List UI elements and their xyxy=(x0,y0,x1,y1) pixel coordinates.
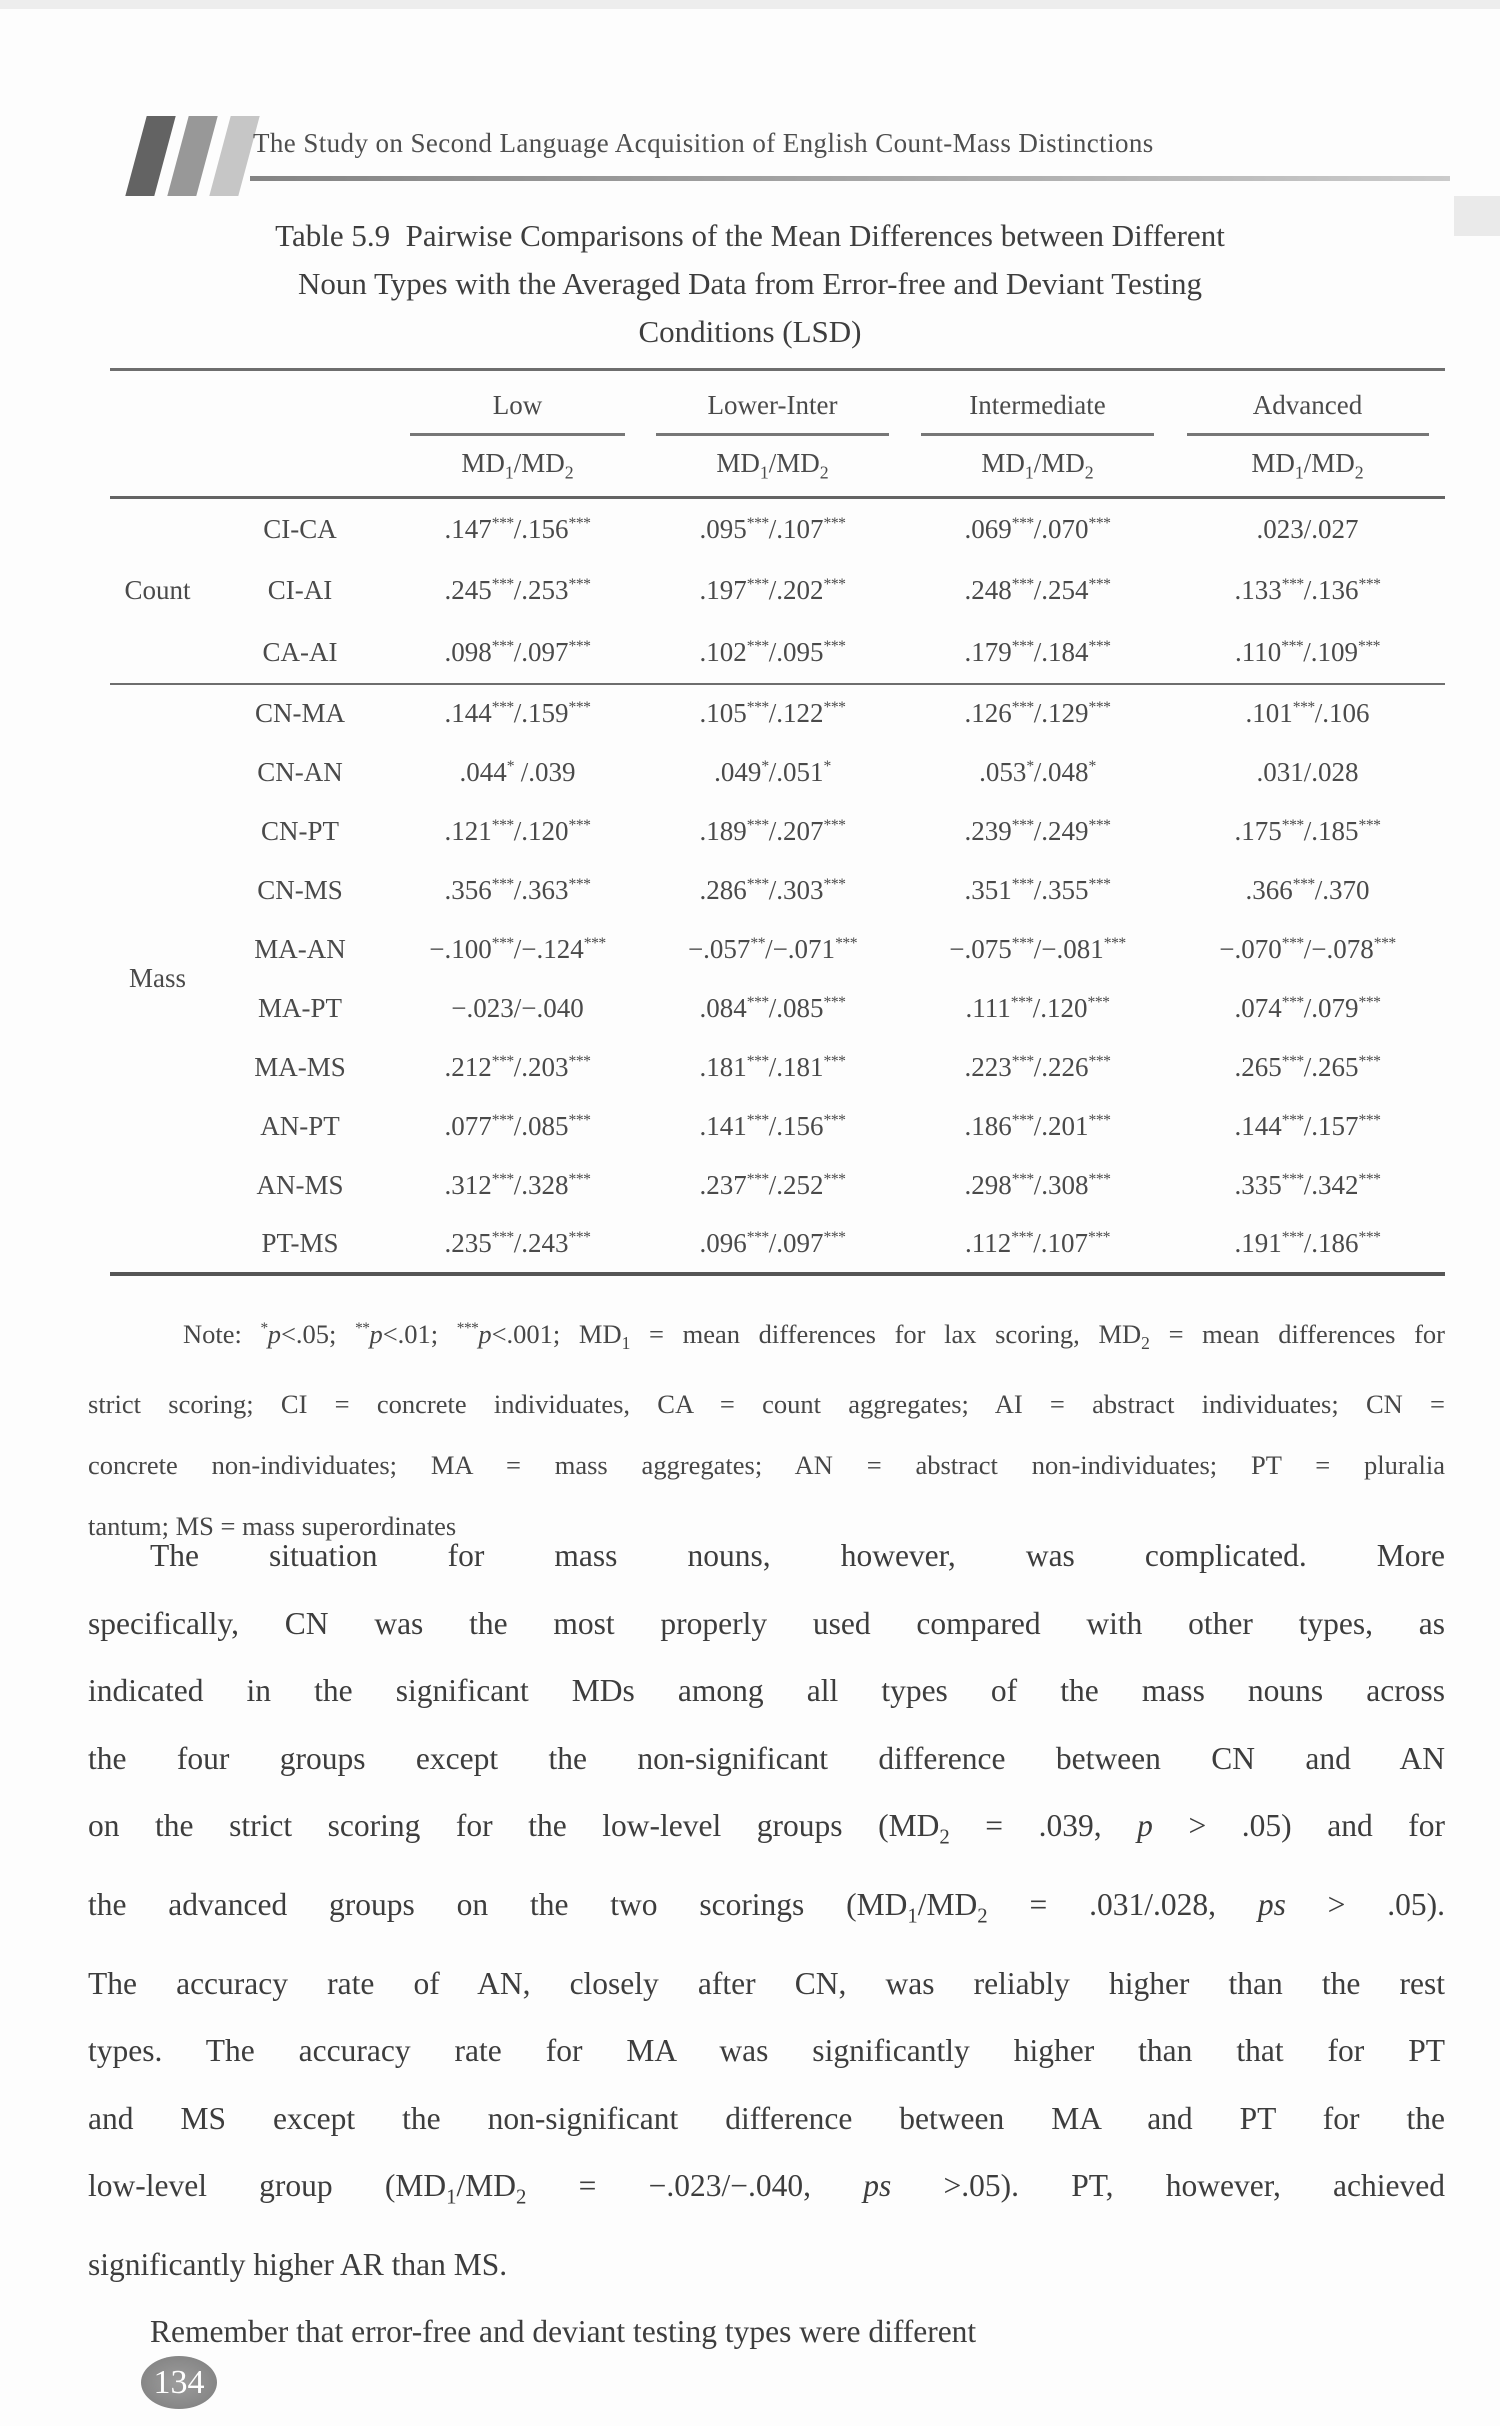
text-line: Note: *p<.05; **p<.01; ***p<.001; $MD_1$ = mean differences for lax scoring, $MD_2$ = mean differences for xyxy=(183,1318,1445,1354)
value-cell: .239***/.249*** xyxy=(964,815,1111,846)
value-cell: .223***/.226*** xyxy=(964,1051,1111,1082)
pair-label: MA-AN xyxy=(254,933,346,964)
table-row xyxy=(110,979,1445,1038)
text-line: tantum; MS = mass superordinates xyxy=(88,1511,457,1542)
value-cell: −.100***/−.124*** xyxy=(429,933,606,964)
column-header-advanced: Advanced xyxy=(1187,390,1429,436)
value-cell: .235***/.243*** xyxy=(444,1227,591,1258)
text-line: Remember that error-free and deviant testing types were different xyxy=(150,2314,977,2350)
body-text xyxy=(88,1522,1445,2366)
scan-edge-strip xyxy=(0,0,1500,9)
value-cell: .197***/.202*** xyxy=(699,575,846,605)
table-row xyxy=(110,498,1445,560)
value-cell: .126***/.129*** xyxy=(964,698,1111,728)
column-header-intermediate: Intermediate xyxy=(921,390,1154,436)
value-cell: .133***/.136*** xyxy=(1234,575,1381,605)
text-line: significantly higher AR than MS. xyxy=(88,2246,508,2282)
value-cell: .312***/.328*** xyxy=(444,1169,591,1200)
table-row xyxy=(110,622,1445,684)
value-cell: .286***/.303*** xyxy=(699,874,846,905)
value-cell: .179***/.184*** xyxy=(905,622,1170,684)
text-line: indicated in the significant MDs among all types of the mass nouns across xyxy=(88,1673,1445,1708)
logo-stripe-dark xyxy=(125,116,175,196)
pair-label: CN-MS xyxy=(257,874,343,905)
value-cell: .191***/.186*** xyxy=(1234,1227,1381,1258)
table-row xyxy=(110,1156,1445,1215)
value-cell: .144***/.159*** xyxy=(444,698,591,728)
value-cell: .095***/.107*** xyxy=(699,513,846,544)
value-cell: .105***/.122*** xyxy=(699,698,846,728)
value-cell: .186***/.201*** xyxy=(964,1110,1111,1141)
group-label: Mass xyxy=(128,962,186,993)
pair-label: MA-MS xyxy=(254,1051,346,1082)
text-line: specifically, CN was the most properly used compared with other types, as xyxy=(88,1605,1445,1641)
value-cell: .175***/.185*** xyxy=(1234,815,1381,846)
value-cell: −.023/−.040 xyxy=(451,992,584,1023)
value-cell: .101***/.106 xyxy=(1245,698,1370,728)
value-cell: .121***/.120*** xyxy=(444,815,591,846)
value-cell: .237***/.252*** xyxy=(699,1169,846,1200)
table-caption-line: Conditions (LSD) xyxy=(638,314,862,349)
table-row xyxy=(110,743,1445,802)
text-line: concrete non-individuates; MA = mass aggregates; AN = abstract non-individuates; PT = pluralia xyxy=(88,1450,1445,1481)
table-caption xyxy=(0,212,1500,356)
pair-label: MA-PT xyxy=(257,992,342,1023)
pair-label: CI-CA xyxy=(263,513,337,544)
table-caption-line: Table 5.9 Pairwise Comparisons of the Mean Differences between Different xyxy=(275,218,1225,253)
value-cell: .074***/.079*** xyxy=(1234,992,1381,1023)
value-cell: .084***/.085*** xyxy=(699,992,846,1023)
pair-label: CI-AI xyxy=(267,575,333,605)
text-line: on the strict scoring for the low-level groups ($MD_2 = .039$, p > .05) and for xyxy=(88,1808,1445,1849)
subheader-md: $MD_1/MD_2$ xyxy=(1251,448,1364,483)
value-cell: .112***/.107*** xyxy=(965,1227,1110,1258)
page-number: 134 xyxy=(153,2363,205,2401)
table-row xyxy=(110,1215,1445,1274)
pair-label: CN-AN xyxy=(257,756,343,787)
table-subheader-row xyxy=(110,436,1445,498)
table-row xyxy=(110,684,1445,743)
header-rule xyxy=(250,176,1450,181)
table-row xyxy=(110,802,1445,861)
value-cell: .023/.027 xyxy=(1256,513,1359,544)
table-row xyxy=(110,861,1445,920)
table-row xyxy=(110,560,1445,622)
text-line: the four groups except the non-significant difference between CN and AN xyxy=(88,1740,1445,1776)
page-number-badge xyxy=(141,2356,217,2409)
value-cell: .351***/.355*** xyxy=(964,874,1111,905)
subheader-md: $MD_1/MD_2$ xyxy=(981,448,1094,483)
running-header-title: The Study on Second Language Acquisition of English Count-Mass Distinctions xyxy=(253,128,1154,158)
subheader-md: $MD_1/MD_2$ xyxy=(461,448,574,483)
value-cell: .111***/.120*** xyxy=(965,992,1110,1023)
table-caption-line: Noun Types with the Averaged Data from Error-free and Deviant Testing xyxy=(297,266,1203,301)
value-cell: .147***/.156*** xyxy=(444,513,591,544)
subheader-md: $MD_1/MD_2$ xyxy=(716,448,829,483)
value-cell: .053*/.048* xyxy=(979,756,1096,787)
column-header-low: Low xyxy=(410,390,626,436)
value-cell: −.070***/−.078*** xyxy=(1219,933,1396,964)
pair-label: CA-AI xyxy=(205,622,395,684)
value-cell: .189***/.207*** xyxy=(699,815,846,846)
value-cell: .356***/.363*** xyxy=(444,874,591,905)
value-cell: .366***/.370 xyxy=(1245,874,1370,905)
pair-label: PT-MS xyxy=(261,1227,339,1258)
value-cell: .298***/.308*** xyxy=(964,1169,1111,1200)
text-line: types. The accuracy rate for MA was significantly higher than that for PT xyxy=(88,2033,1445,2069)
pairwise-comparison-table xyxy=(110,368,1445,1276)
value-cell: .141***/.156*** xyxy=(699,1110,846,1141)
value-cell: .031/.028 xyxy=(1256,756,1359,787)
group-label: Count xyxy=(110,498,205,684)
table-note xyxy=(88,1298,1445,1557)
stub-subheader xyxy=(110,436,395,498)
value-cell: .069***/.070*** xyxy=(964,513,1111,544)
text-line: strict scoring; CI = concrete individuates, CA = count aggregates; AI = abstract individuates; CN = xyxy=(88,1389,1445,1420)
table-row xyxy=(110,1097,1445,1156)
value-cell: .096***/.097*** xyxy=(699,1227,846,1258)
paragraph xyxy=(88,1522,1445,2298)
paragraph xyxy=(88,2298,1445,2366)
column-header-lower-inter: Lower-Inter xyxy=(656,390,889,436)
value-cell: .248***/.254*** xyxy=(964,575,1111,605)
value-cell: .335***/.342*** xyxy=(1234,1169,1381,1200)
table-header-row xyxy=(110,370,1445,436)
value-cell: .212***/.203*** xyxy=(444,1051,591,1082)
text-line: The situation for mass nouns, however, was complicated. More xyxy=(150,1538,1445,1573)
value-cell: −.057**/−.071*** xyxy=(687,933,858,964)
value-cell: −.075***/−.081*** xyxy=(949,933,1126,964)
chapter-logo xyxy=(125,116,259,196)
pair-label: AN-PT xyxy=(260,1110,340,1141)
value-cell: .098***/.097*** xyxy=(395,622,640,684)
value-cell: .265***/.265*** xyxy=(1234,1051,1381,1082)
value-cell: .044* /.039 xyxy=(459,756,576,787)
value-cell: .110***/.109*** xyxy=(1170,622,1445,684)
pair-label: CN-PT xyxy=(260,815,339,846)
table-row xyxy=(110,1038,1445,1097)
text-line: low-level group ($MD_1/MD_2 = -.023/-.040$, ps >.05). PT, however, achieved xyxy=(88,2168,1445,2209)
value-cell: .102***/.095*** xyxy=(640,622,905,684)
value-cell: .181***/.181*** xyxy=(699,1051,846,1082)
pair-label: AN-MS xyxy=(256,1169,344,1200)
value-cell: .077***/.085*** xyxy=(444,1110,591,1141)
value-cell: .049*/.051* xyxy=(714,756,831,787)
text-line: the advanced groups on the two scorings ($MD_1/MD_2 = .031/.028$, ps > .05). xyxy=(88,1886,1445,1928)
value-cell: .245***/.253*** xyxy=(444,575,591,605)
text-line: The accuracy rate of AN, closely after CN, was reliably higher than the rest xyxy=(88,1965,1445,2001)
logo-stripe-medium xyxy=(167,116,217,196)
text-line: and MS except the non-significant difference between MA and PT for the xyxy=(88,2100,1445,2136)
stub-header xyxy=(110,370,395,436)
value-cell: .144***/.157*** xyxy=(1234,1110,1381,1141)
pair-label: CN-MA xyxy=(254,698,345,728)
table-row xyxy=(110,920,1445,979)
